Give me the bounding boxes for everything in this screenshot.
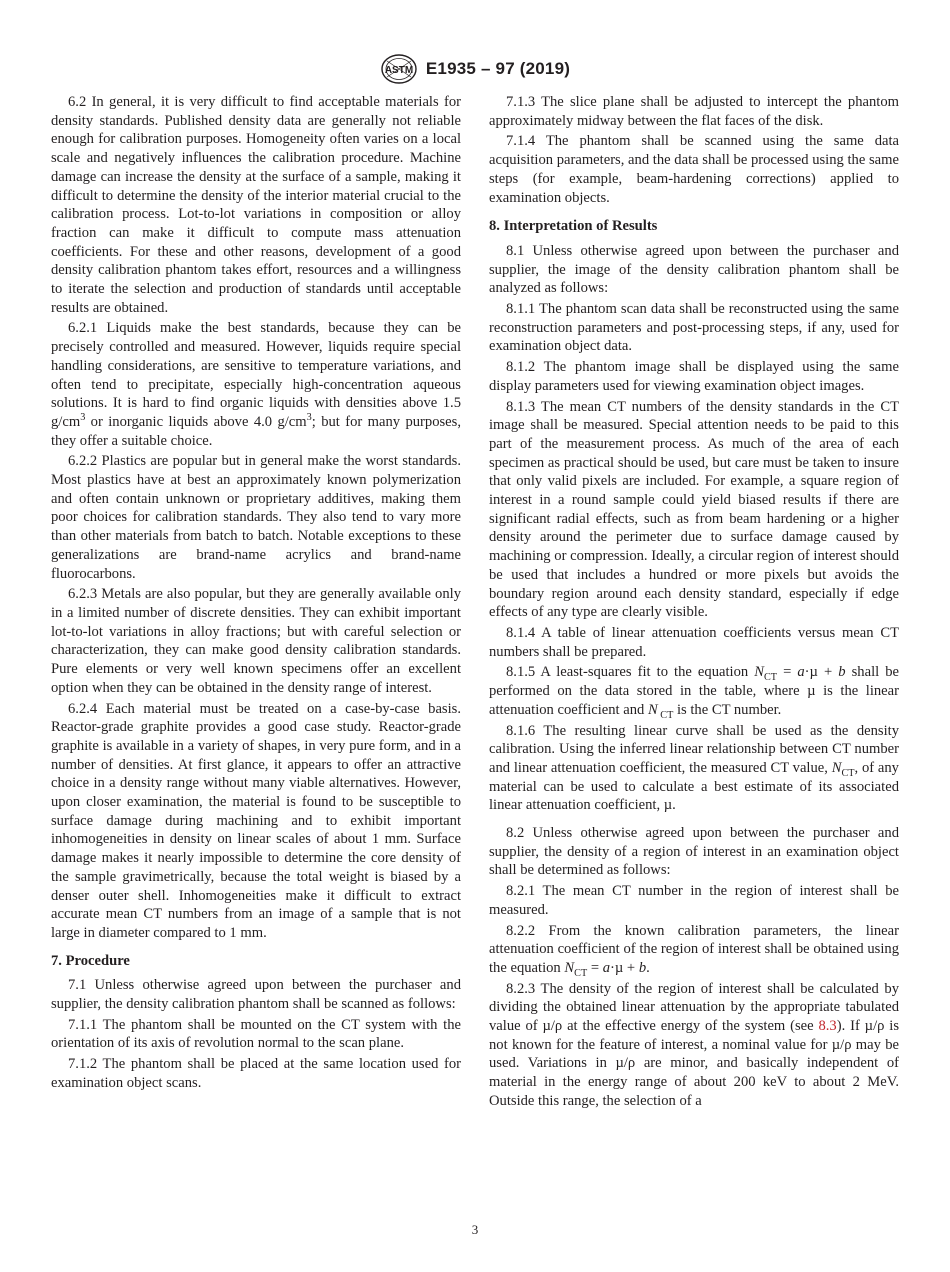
section-7-heading: 7. Procedure: [51, 952, 130, 969]
section-6-2-4: 6.2.4 Each material must be treated on a case-by-case basis. Reactor-grade graphite provides a good case study. Reactor-grade graphite is available in a variety of shapes, in very pure form, and in a number of densities. At first glance, it appears to offer an attractive choice in a density range without many viable alternatives. However, upon closer examination, the material is found to be susceptible to surface damage during machining and to exhibit important inhomogeneities in density on linear scales of about 1 mm. Surface damage makes it nearly impossible to determine the core density of the sample gravimetrically, because the total weight is biased by a denser outer shell. Inhomogeneities make it difficult to extract accurate mean CT numbers from an image of a sample that is not large in diameter compared to 1 mm.: [51, 700, 461, 941]
logo-text: ASTM: [384, 65, 414, 76]
section-8-2-2: 8.2.2 From the known calibration parameters, the linear attenuation coefficient of the region of interest shall be obtained using the equation $N_{CT} = a\cdot\mu + b$.: [489, 922, 899, 979]
section-8-3-link[interactable]: 8.3: [818, 1018, 837, 1035]
section-7-1-4: 7.1.4 The phantom shall be scanned using the same data acquisition parameters, and the data shall be processed using the same steps (for example, beam-hardening corrections) applied to examination objects.: [489, 133, 899, 206]
left-column: [51, 93, 461, 1093]
section-6-2-2: 6.2.2 Plastics are popular but in general make the worst standards. Most plastics have at best an approximately known polymerization and often contain unknown or proprietary additives, making them poor choices for calibration standards. They also tend to vary more than other materials from batch to batch. Notable exceptions to these generalizations are brand-name acrylics and brand-name fluorocarbons.: [51, 453, 461, 582]
page-header: [0, 52, 950, 86]
section-8-2-1: 8.2.1 The mean CT number in the region of interest shall be measured.: [489, 883, 899, 918]
section-7-1-2: 7.1.2 The phantom shall be placed at the same location used for examination object scans.: [51, 1056, 461, 1091]
right-column: [489, 93, 899, 1111]
section-8-2-3: 8.2.3 The density of the region of interest shall be calculated by dividing the obtained linear attenuation by the appropriate tabulated value of µ/ρ at the effective energy of the system (see 8.3). If µ/ρ is not known for the feature of interest, a nominal value for µ/ρ may be used. Variations in µ/ρ are minor, and basically independent of material in the energy range of about 200 keV to about 2 MeV. Outside this range, the selection of a: [489, 980, 900, 1109]
section-8-2: 8.2 Unless otherwise agreed upon between the purchaser and supplier, the density of a region of interest in an examination object shall be determined as follows:: [489, 825, 899, 879]
section-6-2-1: 6.2.1 Liquids make the best standards, because they can be precisely controlled and measured. However, liquids require special handling considerations, are sensitive to temperature variations, and often tend to precipitate, especially high-concentration aqueous solutions. It is hard to find organic liquids with densities above 1.5 $g/cm^3$ or inorganic liquids above 4.0 $g/cm^3$; but for many purposes, they offer a suitable choice.: [51, 320, 461, 449]
section-8-1-2: 8.1.2 The phantom image shall be displayed using the same display parameters used for viewing examination object images.: [489, 359, 899, 394]
section-8-1-3: 8.1.3 The mean CT numbers of the density standards in the CT image shall be measured. Special attention needs to be paid to this part of the measurement process. As much of the area of each specimen as practical should be used, but care must be taken to insure that only valid pixels are included. For example, a square region of interest in a round sample could yield biased results if there are significant radial effects, such as from beam hardening or a higher density around the perimeter due to surface damage caused by machining or compression. Ideally, a circular region of interest should be used that includes a hundred or more pixels but avoids the boundary region around each density standard, especially if edge effects of any type are clearly visible.: [489, 398, 899, 621]
section-8-1-1: 8.1.1 The phantom scan data shall be reconstructed using the same reconstruction parameters and post-processing steps, if any, used for examination object data.: [489, 301, 899, 355]
section-8-1-5: 8.1.5 A least-squares fit to the equation $N_{CT} = a\cdot\mu + b$ shall be performed on the data stored in the table, where µ is the linear attenuation coefficient and N $_{CT}$ is the CT number.: [489, 664, 899, 721]
section-8-1: 8.1 Unless otherwise agreed upon between the purchaser and supplier, the image of the density calibration phantom shall be analyzed as follows:: [489, 242, 899, 297]
section-8-1-6: 8.1.6 The resulting linear curve shall be used as the density calibration. Using the inferred linear relationship between CT number and linear attenuation coefficient, the measured CT value, $N_{CT}$, of any material can be used to calculate a best estimate of its associated linear attenuation coefficient, µ.: [489, 722, 899, 814]
section-6-2: 6.2 In general, it is very difficult to find acceptable materials for density standards. Published density data are generally not reliable enough for calibration purposes. Homogeneity often varies on a local scale and negatively influences the calibration procedure. Machine damage can increase the density at the surface of a sample, making it difficult to determine the density of the interior material crucial to the calibration process. Lot-to-lot variations in composition or alloy fraction can make it difficult to compute mass attenuation coefficients. For these and other reasons, development of a good density calibration phantom takes effort, resources and a willingness to iterate the selection and production of standards until acceptable results are obtained.: [51, 94, 461, 316]
section-7-1: 7.1 Unless otherwise agreed upon between the purchaser and supplier, the density calibration phantom shall be scanned as follows:: [51, 977, 461, 1013]
section-8-1-4: 8.1.4 A table of linear attenuation coefficients versus mean CT numbers shall be prepared.: [489, 624, 899, 660]
section-6-2-3: 6.2.3 Metals are also popular, but they are generally available only in a limited number of discrete densities. They can exhibit important lot-to-lot variations in alloy fractions; but with careful selection or characterization, they can make good density calibration standards. Pure elements or very well known specimens offer an excellent option when they can be obtained in the density range of interest.: [51, 586, 461, 696]
page-number: 3: [471, 1222, 479, 1237]
astm-logo-icon: [380, 53, 418, 85]
section-7-1-1: 7.1.1 The phantom shall be mounted on the CT system with the orientation of its axis of revolution normal to the scan plane.: [51, 1016, 461, 1052]
section-7-1-3: 7.1.3 The slice plane shall be adjusted to intercept the phantom approximately midway between the flat faces of the disk.: [489, 94, 899, 129]
section-8-heading: 8. Interpretation of Results: [489, 218, 658, 235]
document-designation: E1935 – 97 (2019): [425, 59, 571, 78]
